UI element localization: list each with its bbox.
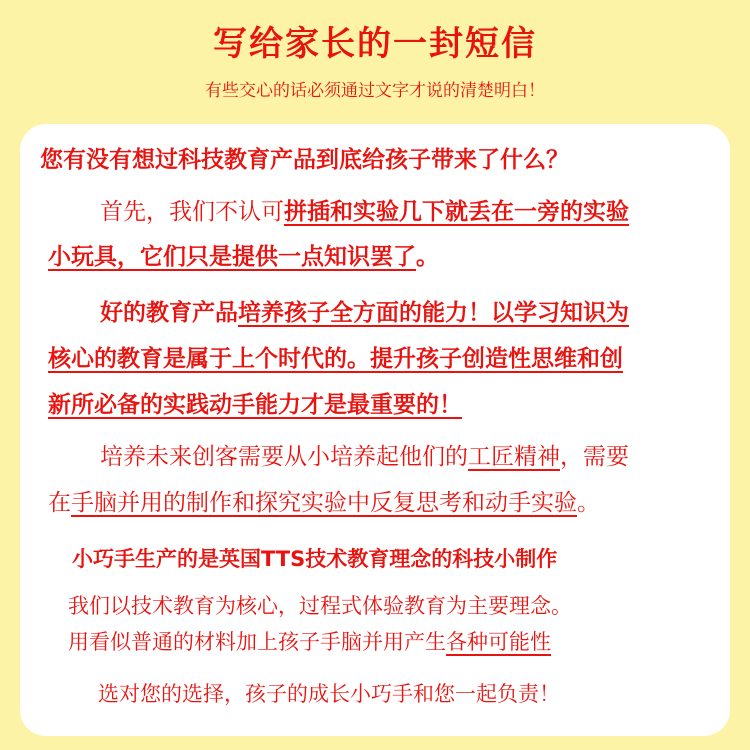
paragraph-2-line-1 bbox=[100, 296, 629, 330]
paragraph-1-line-1 bbox=[100, 195, 629, 229]
paragraph-3-line-2 bbox=[48, 486, 600, 520]
letter-question: 您有没有想过科技教育产品到底给孩子带来了什么？ bbox=[40, 147, 569, 173]
p3-line2-suffix: 。 bbox=[577, 490, 600, 516]
page-title: 写给家长的一封短信 bbox=[213, 24, 537, 64]
closing-line: 选对您的选择，孩子的成长小巧手和您一起负责！ bbox=[98, 682, 560, 706]
p1-highlight-a: 拼插和实验几下就丢在一旁的实验 bbox=[284, 199, 629, 225]
p4-line2-highlight: 各种可能性 bbox=[446, 630, 551, 654]
paragraph-3-line-1 bbox=[100, 440, 629, 474]
p3-line2-prefix: 在 bbox=[48, 490, 71, 516]
p2-prefix: 好的教育产品 bbox=[100, 300, 238, 326]
p1-suffix: 。 bbox=[416, 244, 439, 270]
page-subtitle: 有些交心的话必须通过文字才说的清楚明白！ bbox=[205, 81, 545, 101]
paragraph-1-line-2 bbox=[48, 240, 439, 274]
paragraph-4-line-1: 我们以技术教育为核心，过程式体验教育为主要理念。 bbox=[68, 594, 572, 618]
p1-prefix: 首先，我们不认可 bbox=[100, 199, 284, 225]
p1-highlight-b: 小玩具，它们只是提供一点知识罢了 bbox=[48, 244, 416, 270]
p3-highlight: 工匠精神 bbox=[468, 444, 560, 470]
paragraph-2-line-2: 核心的教育是属于上个时代的。提升孩子创造性思维和创 bbox=[48, 346, 623, 372]
p4-line2-prefix: 用看似普通的材料加上孩子手脑并用产生 bbox=[68, 630, 446, 654]
p3-suffix: ，需要 bbox=[560, 444, 629, 470]
paragraph-2-line-3: 新所必备的实践动手能力才是最重要的！ bbox=[48, 392, 462, 418]
paragraph-4-title: 小巧手生产的是英国TTS技术教育理念的科技小制作 bbox=[72, 547, 558, 571]
p2-highlight-a: 培养孩子全方面的能力！以学习知识为 bbox=[238, 300, 629, 326]
p3-prefix: 培养未来创客需要从小培养起他们的 bbox=[100, 444, 468, 470]
p3-line2-highlight: 手脑并用的制作和探究实验中反复思考和动手实验 bbox=[71, 490, 577, 516]
paragraph-4-line-2 bbox=[68, 627, 551, 657]
